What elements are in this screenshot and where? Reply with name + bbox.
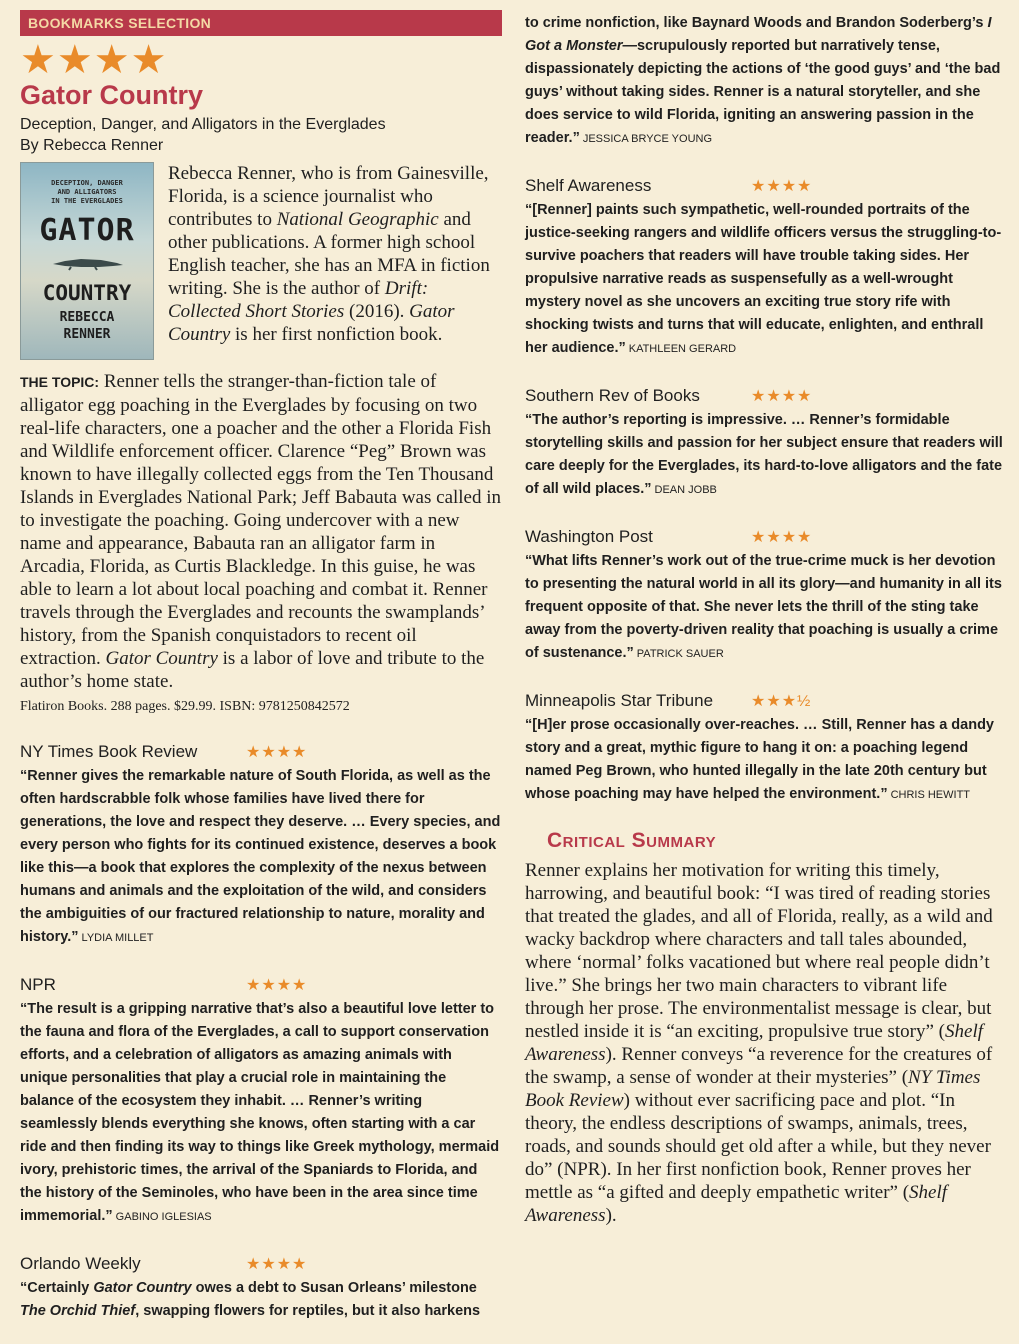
cover-author: REBECCA RENNER <box>59 310 115 342</box>
review-stars: ★★★★ <box>751 388 813 405</box>
review-southern-rev <box>525 385 1009 502</box>
review-source: NY Times Book Review <box>20 742 198 761</box>
book-cover-image <box>20 162 154 360</box>
review-orlando-weekly-part1 <box>20 1253 502 1323</box>
reviewer-name: PATRICK SAUER <box>636 648 724 660</box>
reviewer-name: LYDIA MILLET <box>81 932 154 944</box>
cover-title-2: COUNTRY <box>42 281 132 305</box>
alligator-icon <box>51 255 125 271</box>
critical-summary-text: Renner explains her motivation for writing this timely, harrowing, and beautiful book: “I was tired of reading stories that treated the glades, and all of Florida, really, as a wild and wacky backdrop where characters and tall tales abounded, where ‘normal’ folks vacationed but where real people didn’t live.” She brings her two main characters to vibrant life through her prose. The environmentalist message is clear, but nestled inside it is “an exciting, propulsive true story” (Shelf Awareness). Renner conveys “a reverence for the creatures of the swamp, a sense of wonder at their mysteries” (NY Times Book Review) without ever sacrificing pace and plot. “In theory, the endless descriptions of swamps, animals, trees, roads, and sounds should get old after a while, but they never do” (NPR). In her first nonfiction book, Renner proves her mettle as “a gifted and deeply empathetic writer” (Shelf Awareness). <box>525 860 993 1226</box>
cover-tagline: DECEPTION, DANGER AND ALLIGATORS IN THE EVERGLADES <box>51 179 123 205</box>
critical-summary-heading: Critical Summary <box>547 829 717 852</box>
review-quote: “[Renner] paints such sympathetic, well-rounded portraits of the justice-seeking rangers and wildlife officers versus the struggling-to-survive poachers that readers will have trouble taking sides. Her propulsive narrative reads as suspensefully as a well-wrought mystery novel as she uncovers an exciting true story rife with shocking twists and turns that will educate, enlighten, and enthrall her audience.” KATHLEEN GERARD <box>525 202 1002 356</box>
review-source: Southern Rev of Books <box>525 386 700 405</box>
review-source: Shelf Awareness <box>525 176 652 195</box>
book-title: Gator Country <box>20 80 204 110</box>
review-stars: ★★★★ <box>246 1256 308 1273</box>
review-source: NPR <box>20 975 56 994</box>
topic-label: THE TOPIC: <box>20 374 100 390</box>
intro-section <box>20 162 502 360</box>
reviewer-name: GABINO IGLESIAS <box>115 1211 212 1223</box>
review-npr <box>20 974 502 1229</box>
review-orlando-weekly-part2: to crime nonfiction, like Baynard Woods and Brandon Soderberg’s I Got a Monster—scrupulously reported but narratively tense, dispassionately depicting the actions of ‘the good guys’ and ‘the bad guys’ without taking sides. Renner is a natural storyteller, and she does service to wild Florida, igniting an answering passion in the reader.” JESSICA BRYCE YOUNG <box>525 15 1001 146</box>
review-washington-post <box>525 526 1009 666</box>
review-stars: ★★★★ <box>246 744 308 761</box>
review-shelf-awareness <box>525 175 1009 361</box>
review-stars: ★★★★ <box>246 977 308 994</box>
review-stars: ★★★★ <box>751 529 813 546</box>
reviewer-name: CHRIS HEWITT <box>890 789 971 801</box>
review-quote: “The result is a gripping narrative that’s also a beautiful love letter to the fauna and flora of the Everglades, a call to support conservation efforts, and a celebration of alligators as amazing animals with unique personalities that play a crucial role in maintaining the balance of the ecosystem they inhabit. … Renner’s writing seamlessly blends everything she knows, often starting with a car ride and then finding its way to things like Greek mythology, mermaid ivory, prehistoric times, the arrival of the Spaniards to Florida, and the history of the Seminoles, who have been in the area since time immemorial.” GABINO IGLESIAS <box>20 1001 500 1224</box>
review-nyt <box>20 741 502 950</box>
review-quote: “[H]er prose occasionally over-reaches. … Still, Renner has a dandy story and a great, mythic figure to hang it on: a poaching legend named Peg Brown, who hunted illegally in the late 20th century but whose poaching may have helped the environment.” CHRIS HEWITT <box>525 717 994 802</box>
book-subtitle: Deception, Danger, and Alligators in the Everglades <box>20 116 386 133</box>
book-byline: By Rebecca Renner <box>20 137 164 154</box>
author-bio: Rebecca Renner, who is from Gainesville, Florida, is a science journalist who contributes to National Geographic and other publications. A former high school English teacher, she has an MFA in fiction writing. She is the author of Drift: Collected Short Stories (2016). Gator Country is her first nonfiction book. <box>168 163 490 345</box>
review-star-tribune <box>525 690 1009 807</box>
review-quote: “Certainly Gator Country owes a debt to Susan Orleans’ milestone The Orchid Thief, swapping flowers for reptiles, but it also harkens <box>20 1280 481 1319</box>
section-banner: BOOKMARKS SELECTION <box>20 10 502 36</box>
left-column <box>20 10 502 1323</box>
right-column <box>525 10 1009 1227</box>
reviewer-name: JESSICA BRYCE YOUNG <box>582 133 713 145</box>
review-stars: ★★★★ <box>751 178 813 195</box>
rating-stars: ★★★★ <box>20 38 168 82</box>
review-quote: “The author’s reporting is impressive. … Renner’s formidable storytelling skills and passion for her subject ensure that readers will care deeply for the Everglades, its hard-to-love alligators and the fate of all wild places.” DEAN JOBB <box>525 412 1003 497</box>
review-quote: “What lifts Renner’s work out of the true-crime muck is her devotion to presenting the natural world in all its glory—and humanity in all its frequent opposite of that. She never lets the thrill of the sting take away from the poverty-driven reality that poaching is usually a crime of sustenance.” PATRICK SAUER <box>525 553 1002 661</box>
review-quote: “Renner gives the remarkable nature of South Florida, as well as the often hardscrabble folk whose families have lived there for generations, the love and respect they deserve. … Every species, and every person who fights for its continued existence, deserves a book like this—a book that explores the complexity of the nexus between humans and animals and the exploitation of the wild, and considers the ambiguities of our fractured relationship to nature, morality and history.” LYDIA MILLET <box>20 768 501 945</box>
cover-title: GATOR <box>39 213 135 248</box>
reviewer-name: DEAN JOBB <box>654 484 717 496</box>
reviewer-name: KATHLEEN GERARD <box>628 343 737 355</box>
review-source: Orlando Weekly <box>20 1254 141 1273</box>
review-source: Minneapolis Star Tribune <box>525 691 714 710</box>
review-stars: ★★★½ <box>751 693 812 710</box>
topic-paragraph: THE TOPIC: Renner tells the stranger-than-fiction tale of alligator egg poaching in the Everglades by focusing on two real-life characters, one a poacher and the other a Florida Fish and Wildlife enforcement officer. Clarence “Peg” Brown was known to have illegally collected eggs from the Ten Thousand Islands in Everglades National Park; Jeff Babauta was called in to investigate the poaching. Going undercover with a new name and appearance, Babauta ran an alligator farm in Arcadia, Florida, as Curtis Blackledge. In this guise, he was able to learn a lot about local poaching and combat it. Renner travels through the Everglades and recounts the swamplands’ history, from the Spanish conquistadors to recent oil extraction. Gator Country is a labor of love and tribute to the author’s home state. <box>20 371 502 692</box>
review-source: Washington Post <box>525 527 653 546</box>
publication-info: Flatiron Books. 288 pages. $29.99. ISBN: 9781250842572 <box>20 699 350 714</box>
